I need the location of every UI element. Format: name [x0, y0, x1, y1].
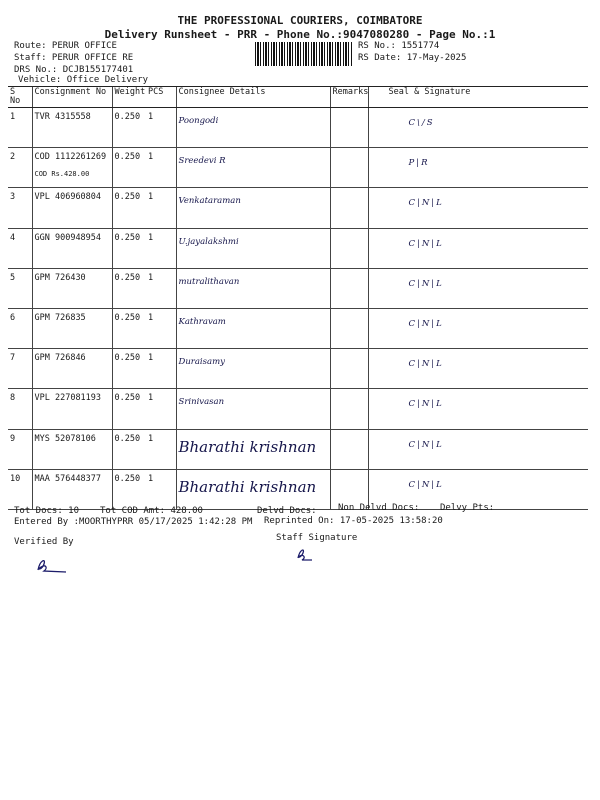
rs-date: RS Date: 17-May-2025 [358, 53, 467, 63]
row-sno: 7 [8, 349, 32, 389]
vehicle-label: Vehicle: Office Delivery [18, 75, 149, 85]
row-remarks [330, 308, 368, 348]
row-remarks [330, 188, 368, 228]
row-remarks [330, 268, 368, 308]
row-weight: 0.250 [112, 308, 146, 348]
row-signature: C|N|L [368, 308, 588, 348]
row-consignee: Duraisamy [176, 349, 330, 389]
row-sno: 9 [8, 429, 32, 469]
entered-by: Entered By :MOORTHYPRR 05/17/2025 1:42:28 PM [14, 517, 253, 527]
row-remarks [330, 429, 368, 469]
row-pcs: 1 [146, 469, 176, 509]
row-weight: 0.250 [112, 469, 146, 509]
row-consignee: Sreedevi R [176, 148, 330, 188]
table-row [8, 108, 588, 148]
row-remarks [330, 228, 368, 268]
row-weight: 0.250 [112, 268, 146, 308]
row-pcs: 1 [146, 268, 176, 308]
row-consignee: Poongodi [176, 108, 330, 148]
table-row [8, 228, 588, 268]
row-consignment: MYS 52078106 [32, 429, 112, 469]
row-pcs: 1 [146, 389, 176, 429]
row-consignment: GGN 900948954 [32, 228, 112, 268]
row-consignee: U.jayalakshmi [176, 228, 330, 268]
row-consignment: GPM 726835 [32, 308, 112, 348]
table-row [8, 148, 588, 188]
cod-amount: COD Rs.428.00 [34, 170, 90, 179]
row-consignee: Srinivasan [176, 389, 330, 429]
table-row [8, 469, 588, 509]
row-weight: 0.250 [112, 108, 146, 148]
row-signature: C|N|L [368, 228, 588, 268]
document-subtitle: Delivery Runsheet - PRR - Phone No.:9047080280 - Page No.:1 [104, 28, 496, 41]
row-remarks [330, 349, 368, 389]
table-row [8, 188, 588, 228]
row-consignment: VPL 227081193 [32, 389, 112, 429]
verified-by-label: Verified By [14, 537, 74, 547]
row-pcs: 1 [146, 349, 176, 389]
row-sno: 10 [8, 469, 32, 509]
row-sno: 2 [8, 148, 32, 188]
row-consignment: GPM 726430 [32, 268, 112, 308]
row-weight: 0.250 [112, 228, 146, 268]
barcode [255, 42, 353, 66]
staff-label: Staff: PERUR OFFICE RE [14, 53, 134, 63]
row-signature: C|N|L [368, 349, 588, 389]
col-signature: Seal & Signature [368, 87, 588, 108]
row-consignment: VPL 406960804 [32, 188, 112, 228]
table-row [8, 268, 588, 308]
row-weight: 0.250 [112, 389, 146, 429]
delivered-docs: Delvd Docs: [257, 506, 317, 516]
row-sno: 3 [8, 188, 32, 228]
row-pcs: 1 [146, 308, 176, 348]
row-pcs: 1 [146, 228, 176, 268]
delivery-points: Delvy Pts: [440, 503, 495, 513]
row-consignment: GPM 726846 [32, 349, 112, 389]
row-weight: 0.250 [112, 148, 146, 188]
table-row [8, 389, 588, 429]
table-row [8, 429, 588, 469]
row-weight: 0.250 [112, 429, 146, 469]
row-consignee: mutralithavan [176, 268, 330, 308]
drs-number: DRS No.: DCJB155177401 [14, 65, 134, 75]
row-signature: C|N|L [368, 469, 588, 509]
row-signature: C|N|L [368, 429, 588, 469]
row-consignee: Bharathi krishnan [176, 429, 330, 469]
col-sno: S No [8, 87, 32, 108]
table-header-row [8, 87, 588, 108]
row-pcs: 1 [146, 148, 176, 188]
row-pcs: 1 [146, 108, 176, 148]
total-docs: Tot Docs: 10 [14, 506, 80, 516]
row-remarks [330, 148, 368, 188]
table-row [8, 349, 588, 389]
row-sno: 6 [8, 308, 32, 348]
table-row [8, 308, 588, 348]
row-consignment: TVR 4315558 [32, 108, 112, 148]
col-remarks: Remarks [330, 87, 368, 108]
row-consignee: Bharathi krishnan [176, 469, 330, 509]
row-consignee: Kathravam [176, 308, 330, 348]
row-pcs: 1 [146, 188, 176, 228]
row-sno: 1 [8, 108, 32, 148]
col-consignee: Consignee Details [176, 87, 330, 108]
rs-number: RS No.: 1551774 [358, 41, 440, 51]
col-pcs: PCS [146, 87, 176, 108]
runsheet-table [8, 86, 588, 510]
row-weight: 0.250 [112, 188, 146, 228]
route-label: Route: PERUR OFFICE [14, 41, 117, 51]
row-sno: 4 [8, 228, 32, 268]
row-signature: C|N|L [368, 268, 588, 308]
row-consignment: COD 1112261269 COD Rs.428.00 [32, 148, 112, 188]
row-remarks [330, 108, 368, 148]
row-sno: 5 [8, 268, 32, 308]
verifier-signature [32, 556, 74, 576]
staff-signature-label: Staff Signature [276, 533, 358, 543]
document-title: THE PROFESSIONAL COURIERS, COIMBATORE [177, 14, 423, 27]
row-consignee: Venkataraman [176, 188, 330, 228]
row-signature: C|N|L [368, 188, 588, 228]
col-weight: Weight [112, 87, 146, 108]
staff-signature [292, 546, 318, 564]
row-pcs: 1 [146, 429, 176, 469]
col-consignment: Consignment No [32, 87, 112, 108]
row-remarks [330, 389, 368, 429]
non-delivered-docs: Non Delvd Docs: [338, 503, 420, 513]
row-weight: 0.250 [112, 349, 146, 389]
row-signature: C\/S [368, 108, 588, 148]
total-cod-amount: Tot COD Amt: 428.00 [100, 506, 203, 516]
row-signature: C|N|L [368, 389, 588, 429]
reprinted-on: Reprinted On: 17-05-2025 13:58:20 [264, 516, 443, 526]
row-consignment: MAA 576448377 [32, 469, 112, 509]
row-sno: 8 [8, 389, 32, 429]
row-signature: P|R [368, 148, 588, 188]
